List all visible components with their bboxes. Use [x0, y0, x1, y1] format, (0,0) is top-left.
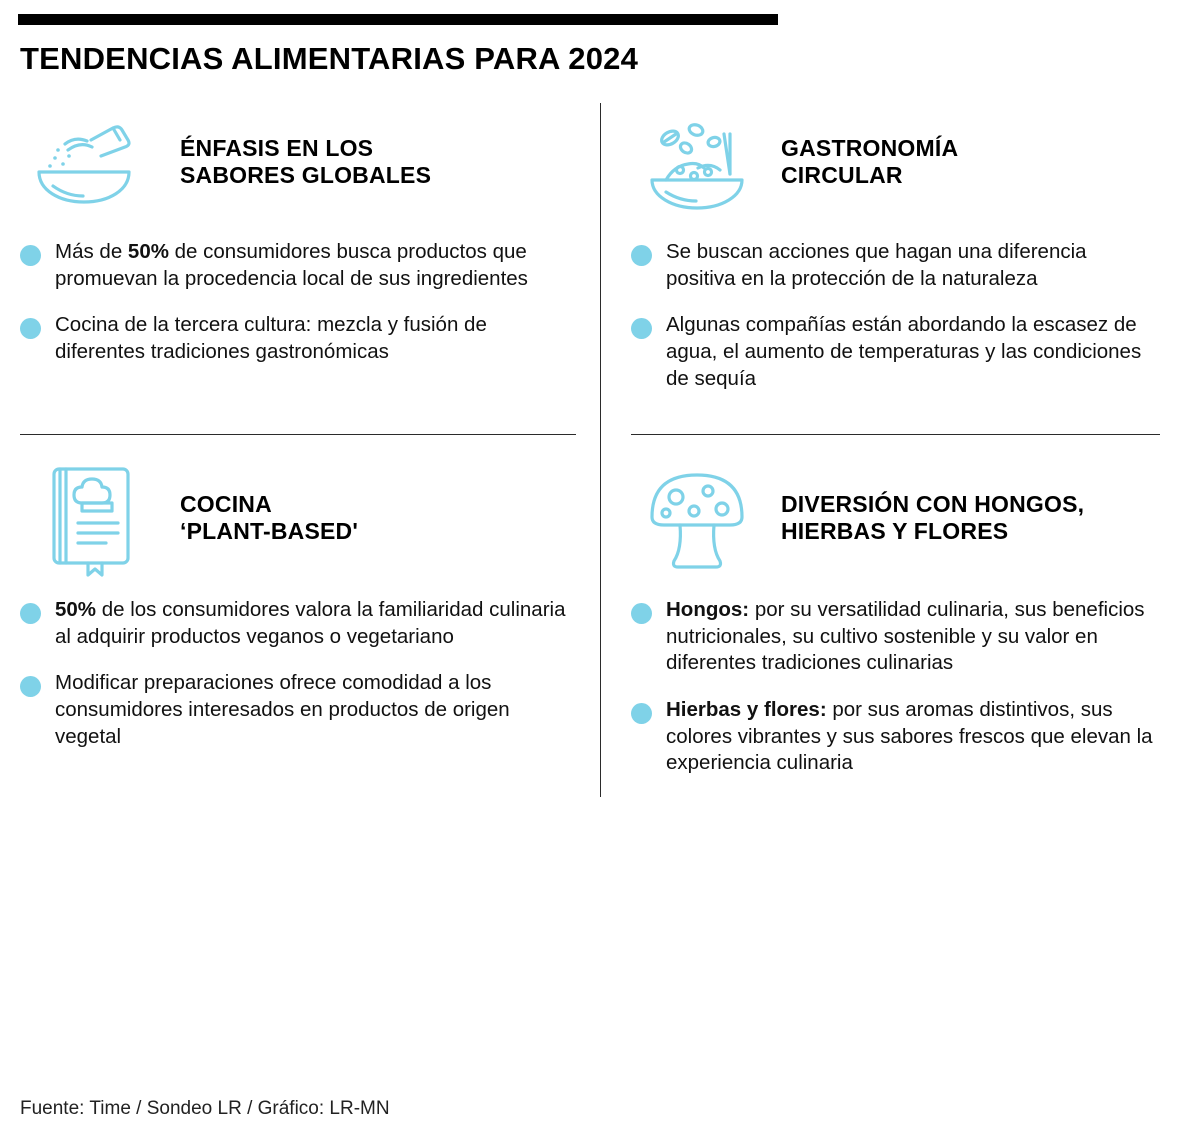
- card-4-bullets: [631, 597, 1160, 777]
- list-item: [20, 597, 576, 650]
- list-item: [631, 239, 1160, 292]
- list-item: [631, 697, 1160, 777]
- trend-card-1: [18, 103, 600, 412]
- recipe-book-chef-hat-icon: [20, 457, 162, 579]
- card-3-bullets: [20, 597, 576, 750]
- card-2-bullets: [631, 239, 1160, 392]
- bullet-text: 50% de los consumidores valora la familiaridad culinaria al adquirir productos veganos o vegetariano: [55, 598, 566, 648]
- card-1-title-line2: SABORES GLOBALES: [180, 162, 432, 188]
- bullet-dot-icon: [20, 318, 41, 339]
- list-item: [631, 312, 1160, 392]
- card-4-title-line1: DIVERSIÓN CON HONGOS,: [781, 491, 1085, 518]
- card-3-title: [180, 491, 358, 545]
- card-1-head: [20, 103, 576, 221]
- source-note: Fuente: Time / Sondeo LR / Gráfico: LR-MN: [20, 1098, 390, 1119]
- bowl-spoon-seasoning-icon: [20, 110, 162, 214]
- card-2-title-line2: CIRCULAR: [781, 162, 903, 188]
- bullet-dot-icon: [631, 245, 652, 266]
- bullet-dot-icon: [20, 676, 41, 697]
- bullet-dot-icon: [20, 245, 41, 266]
- card-4-head: [631, 457, 1160, 579]
- trend-card-3: [18, 412, 600, 797]
- page-title: TENDENCIAS ALIMENTARIAS PARA 2024: [20, 41, 639, 76]
- horizontal-divider-left: [20, 434, 576, 435]
- bullet-dot-icon: [20, 603, 41, 624]
- infographic-page: [0, 14, 1200, 1134]
- bullet-text: Hongos: por su versatilidad culinaria, sus beneficios nutricionales, su cultivo sostenible y su valor en diferentes tradiciones culinarias: [666, 598, 1145, 675]
- list-item: [631, 597, 1160, 677]
- bullet-text: Cocina de la tercera cultura: mezcla y fusión de diferentes tradiciones gastronómicas: [55, 313, 487, 363]
- bullet-text: Algunas compañías están abordando la escasez de agua, el aumento de temperaturas y las condiciones de sequía: [666, 313, 1142, 390]
- card-2-title: [781, 135, 958, 189]
- card-1-title-line1: ÉNFASIS EN LOS: [180, 134, 374, 161]
- card-4-title-line2: HIERBAS Y FLORES: [781, 518, 1009, 545]
- bullet-text: Hierbas y flores: por sus aromas distintivos, sus colores vibrantes y sus sabores frescos que elevan la experiencia culinaria: [666, 698, 1153, 775]
- card-4-title: [781, 491, 1084, 545]
- bullet-dot-icon: [631, 318, 652, 339]
- card-3-title-line2: ‘PLANT-BASED': [180, 518, 359, 545]
- salad-bowl-icon: [631, 108, 763, 216]
- list-item: [20, 239, 576, 292]
- bullet-text: Se buscan acciones que hagan una diferencia positiva en la protección de la naturaleza: [666, 240, 1087, 290]
- header-rule: [18, 14, 778, 25]
- bullet-dot-icon: [631, 703, 652, 724]
- trend-card-4: [601, 412, 1166, 797]
- card-2-title-line1: GASTRONOMÍA: [781, 134, 959, 161]
- trend-card-2: [601, 103, 1166, 412]
- card-3-title-line1: COCINA: [180, 491, 272, 518]
- bullet-text: Modificar preparaciones ofrece comodidad a los consumidores interesados en productos de origen vegetal: [55, 671, 510, 748]
- bullet-dot-icon: [631, 603, 652, 624]
- card-1-title: [180, 135, 431, 189]
- card-3-head: [20, 457, 576, 579]
- horizontal-divider-right: [631, 434, 1160, 435]
- mushroom-icon: [631, 457, 763, 579]
- bullet-text: Más de 50% de consumidores busca productos que promuevan la procedencia local de sus ingredientes: [55, 240, 528, 290]
- card-2-head: [631, 103, 1160, 221]
- list-item: [20, 670, 576, 750]
- trends-grid: [18, 103, 1182, 797]
- list-item: [20, 312, 576, 365]
- card-1-bullets: [20, 239, 576, 366]
